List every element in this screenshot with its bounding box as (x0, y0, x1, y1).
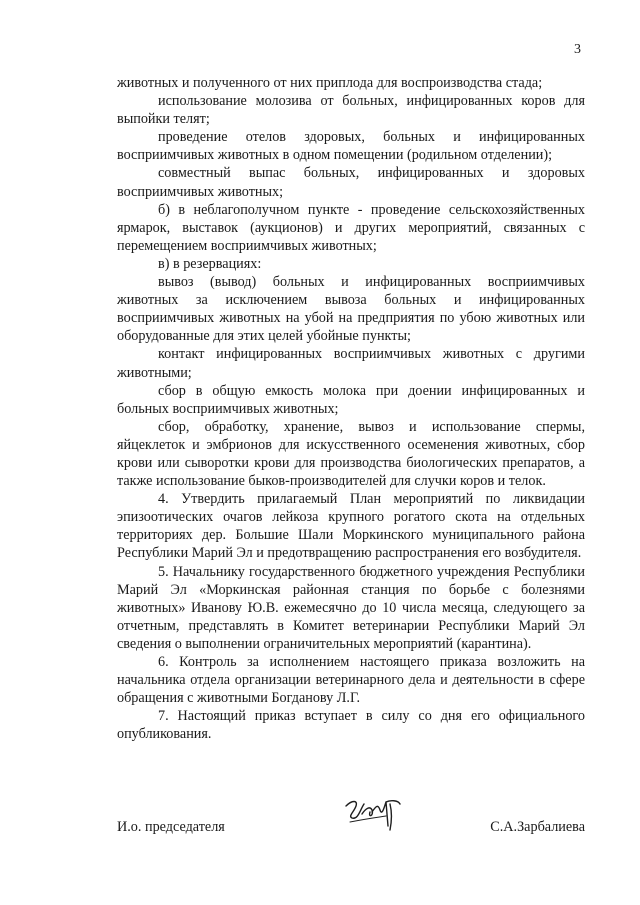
paragraph: совместный выпас больных, инфицированных и здоровых восприимчивых животных; (117, 165, 585, 200)
document-body (117, 74, 585, 743)
paragraph: в) в резервациях: (158, 255, 262, 272)
paragraph: 4. Утвердить прилагаемый План мероприятий по ликвидации эпизоотических очагов лейкоза крупного рогатого скота на отдельных территориях дер. Большие Шали Моркинского муниципального района Республики Марий Эл и предотвращению распространения его возбудителя. (117, 491, 585, 562)
paragraph: животных и полученного от них приплода для воспроизводства стада; (117, 75, 543, 91)
signature-block (117, 818, 585, 838)
signatory-title: И.о. председателя (117, 819, 225, 835)
paragraph: 6. Контроль за исполнением настоящего приказа возложить на начальника отдела организации ветеринарного дела и деятельности в сфере обращения с животными Богданову Л.Г. (117, 654, 585, 707)
paragraph: использование молозива от больных, инфицированных коров для выпойки телят; (117, 93, 585, 128)
paragraph: 5. Начальнику государственного бюджетного учреждения Республики Марий Эл «Моркинская районная станция по борьбе с болезнями животных» Иванову Ю.В. ежемесячно до 10 числа месяца, следующего за отчетным, представлять в Комитет ветеринарии Республики Марий Эл сведения о выполнении ограничительных мероприятий (карантина). (117, 563, 585, 652)
paragraph: контакт инфицированных восприимчивых животных с другими животными; (117, 346, 585, 381)
paragraph: вывоз (вывод) больных и инфицированных восприимчивых животных за исключением вывоза больных и инфицированных восприимчивых животных на убой на предприятия по убою животных или оборудованные для этих целей убойные пункты; (117, 274, 585, 345)
page-number: 3 (574, 42, 581, 57)
paragraph: проведение отелов здоровых, больных и инфицированных восприимчивых животных в одном помещении (родильном отделении); (117, 129, 585, 164)
handwritten-signature-icon (342, 792, 404, 840)
paragraph: б) в неблагополучном пункте - проведение сельскохозяйственных ярмарок, выставок (аукционов) и других мероприятий, связанных с перемещением восприимчивых животных; (117, 201, 585, 254)
paragraph: 7. Настоящий приказ вступает в силу со дня его официального опубликования. (117, 708, 585, 743)
paragraph: сбор в общую емкость молока при доении инфицированных и больных восприимчивых животных; (117, 382, 585, 417)
signatory-name: С.А.Зарбалиева (490, 819, 585, 835)
paragraph: сбор, обработку, хранение, вывоз и использование спермы, яйцеклеток и эмбрионов для искусственного осеменения животных, сбор крови или сыворотки крови для производства биологических препаратов, а также использование быков-производителей для случки коров и телок. (117, 418, 585, 490)
